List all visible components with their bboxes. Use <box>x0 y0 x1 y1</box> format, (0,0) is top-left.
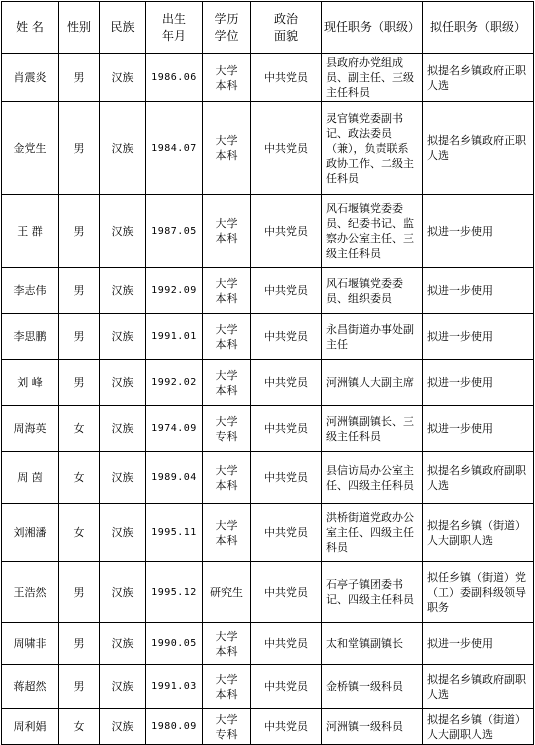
cell-education <box>203 195 251 268</box>
cell-name: 周啸非 <box>2 623 59 665</box>
cell-education <box>203 102 251 195</box>
cell-name: 周 茵 <box>2 452 59 504</box>
cell-birth: 1992.02 <box>146 360 203 406</box>
cell-education-line: 大学 <box>215 63 238 77</box>
cell-name: 李思鹏 <box>2 314 59 360</box>
cell-current-post: 县政府办党组成员、副主任、三级主任科员 <box>322 54 423 102</box>
cell-ethnicity: 汉族 <box>100 452 146 504</box>
cell-birth: 1987.05 <box>146 195 203 268</box>
cell-current-post: 石亭子镇团委书记、四级主任科员 <box>322 562 423 623</box>
cell-education <box>203 562 251 623</box>
cell-political: 中共党员 <box>251 268 322 314</box>
cell-proposed-post: 拟提名乡镇政府副职人选 <box>423 665 534 709</box>
cell-political: 中共党员 <box>251 102 322 195</box>
cell-education-line: 大学 <box>215 276 238 290</box>
cell-birth: 1974.09 <box>146 406 203 452</box>
cell-political: 中共党员 <box>251 195 322 268</box>
cadre-table <box>1 1 534 745</box>
cell-ethnicity: 汉族 <box>100 504 146 562</box>
header-political-line-1: 政治 <box>273 11 298 26</box>
cell-name: 蒋超然 <box>2 665 59 709</box>
cell-political: 中共党员 <box>251 504 322 562</box>
cell-education <box>203 54 251 102</box>
cell-birth: 1995.12 <box>146 562 203 623</box>
cell-current-post: 河洲镇副镇长、三级主任科员 <box>322 406 423 452</box>
cell-gender: 女 <box>59 452 100 504</box>
header-political-line-2: 面貌 <box>273 28 298 43</box>
header-row <box>2 2 534 54</box>
table-row <box>2 623 534 665</box>
cell-name: 周海英 <box>2 406 59 452</box>
table-row <box>2 102 534 195</box>
cell-ethnicity: 汉族 <box>100 562 146 623</box>
cell-education <box>203 452 251 504</box>
header-name: 姓 名 <box>2 2 59 54</box>
cell-birth: 1986.06 <box>146 54 203 102</box>
cell-education-line: 大学 <box>215 712 238 726</box>
cell-gender: 男 <box>59 268 100 314</box>
cell-education <box>203 504 251 562</box>
cell-education <box>203 623 251 665</box>
cell-proposed-post: 拟进一步使用 <box>423 360 534 406</box>
cell-education-line: 大学 <box>215 322 238 336</box>
cell-education-line: 研究生 <box>210 585 243 599</box>
header-birth <box>146 2 203 54</box>
cell-birth: 1995.11 <box>146 504 203 562</box>
cell-education-line: 大学 <box>215 134 238 147</box>
cell-birth: 1991.01 <box>146 314 203 360</box>
cell-proposed-post: 拟任乡镇（街道）党（工）委副科级领导职务 <box>423 562 534 623</box>
cell-education <box>203 314 251 360</box>
header-current-post: 现任职务（职级） <box>322 2 423 54</box>
cell-education-line: 本科 <box>215 533 238 547</box>
header-birth-line-1: 出生 <box>161 11 186 26</box>
cell-current-post: 太和堂镇副镇长 <box>322 623 423 665</box>
table-row <box>2 360 534 406</box>
cell-name: 王 群 <box>2 195 59 268</box>
cell-name: 金党生 <box>2 102 59 195</box>
table-row <box>2 406 534 452</box>
cell-education-line: 专科 <box>215 429 238 443</box>
cell-gender: 男 <box>59 562 100 623</box>
cell-education-line: 本科 <box>215 232 238 245</box>
cell-birth: 1992.09 <box>146 268 203 314</box>
cell-political: 中共党员 <box>251 406 322 452</box>
cell-current-post: 河洲镇一级科员 <box>322 709 423 745</box>
cell-gender: 男 <box>59 102 100 195</box>
table-row <box>2 504 534 562</box>
cell-education-line: 大学 <box>215 672 238 686</box>
cell-political: 中共党员 <box>251 665 322 709</box>
cell-education-line: 本科 <box>215 478 238 492</box>
table-row <box>2 54 534 102</box>
cell-education-line: 本科 <box>215 687 238 701</box>
cell-current-post: 县信访局办公室主任、四级主任科员 <box>322 452 423 504</box>
cell-proposed-post: 拟提名乡镇（街道）人大副职人选 <box>423 504 534 562</box>
table-row <box>2 314 534 360</box>
cell-current-post: 永昌街道办事处副主任 <box>322 314 423 360</box>
cell-education <box>203 268 251 314</box>
cell-name: 周利娟 <box>2 709 59 745</box>
cell-ethnicity: 汉族 <box>100 54 146 102</box>
cell-proposed-post: 拟进一步使用 <box>423 195 534 268</box>
header-education <box>203 2 251 54</box>
cell-current-post: 风石堰镇党委委员、纪委书记、监察办公室主任、三级主任科员 <box>322 195 423 268</box>
cell-gender: 男 <box>59 665 100 709</box>
cell-education <box>203 360 251 406</box>
cell-ethnicity: 汉族 <box>100 102 146 195</box>
cell-education-line: 本科 <box>215 78 238 92</box>
cell-name: 王浩然 <box>2 562 59 623</box>
cell-education-line: 本科 <box>215 291 238 305</box>
cell-education <box>203 406 251 452</box>
cell-current-post: 洪桥街道党政办公室主任、四级主任科员 <box>322 504 423 562</box>
header-education-line-1: 学历 <box>214 11 239 26</box>
cell-proposed-post: 拟提名乡镇政府正职人选 <box>423 54 534 102</box>
cell-education <box>203 709 251 745</box>
table-row <box>2 195 534 268</box>
cell-education-line: 大学 <box>215 463 238 477</box>
cell-ethnicity: 汉族 <box>100 360 146 406</box>
cell-political: 中共党员 <box>251 360 322 406</box>
header-birth-line-2: 年月 <box>161 28 186 43</box>
cell-education <box>203 665 251 709</box>
header-gender: 性别 <box>59 2 100 54</box>
cell-current-post: 灵官镇党委副书记、政法委员（兼），负责联系政协工作、二级主任科员 <box>322 102 423 195</box>
cell-gender: 女 <box>59 504 100 562</box>
table-row <box>2 562 534 623</box>
cell-birth: 1989.04 <box>146 452 203 504</box>
cell-political: 中共党员 <box>251 562 322 623</box>
cell-proposed-post: 拟进一步使用 <box>423 268 534 314</box>
cell-ethnicity: 汉族 <box>100 406 146 452</box>
cell-political: 中共党员 <box>251 623 322 665</box>
cell-current-post: 河洲镇人大副主席 <box>322 360 423 406</box>
cell-education-line: 大学 <box>215 217 238 230</box>
cell-ethnicity: 汉族 <box>100 665 146 709</box>
cell-education-line: 本科 <box>215 149 238 162</box>
cell-name: 刘湘潘 <box>2 504 59 562</box>
table-row <box>2 665 534 709</box>
cell-ethnicity: 汉族 <box>100 268 146 314</box>
cell-gender: 女 <box>59 406 100 452</box>
cell-political: 中共党员 <box>251 314 322 360</box>
cell-ethnicity: 汉族 <box>100 709 146 745</box>
cell-political: 中共党员 <box>251 709 322 745</box>
cell-current-post: 风石堰镇党委委员、组织委员 <box>322 268 423 314</box>
header-proposed-post: 拟任职务（职级） <box>423 2 534 54</box>
cell-birth: 1991.03 <box>146 665 203 709</box>
cell-ethnicity: 汉族 <box>100 314 146 360</box>
cell-ethnicity: 汉族 <box>100 623 146 665</box>
cell-name: 刘 峰 <box>2 360 59 406</box>
cell-proposed-post: 拟进一步使用 <box>423 623 534 665</box>
cell-education-line: 专科 <box>215 727 238 741</box>
cell-birth: 1984.07 <box>146 102 203 195</box>
cell-gender: 女 <box>59 709 100 745</box>
cell-gender: 男 <box>59 195 100 268</box>
cell-proposed-post: 拟提名乡镇政府正职人选 <box>423 102 534 195</box>
cell-education-line: 大学 <box>215 368 238 382</box>
cell-gender: 男 <box>59 314 100 360</box>
cell-birth: 1990.05 <box>146 623 203 665</box>
cell-political: 中共党员 <box>251 54 322 102</box>
cell-education-line: 大学 <box>215 518 238 532</box>
table-body <box>2 54 534 745</box>
cell-proposed-post: 拟进一步使用 <box>423 406 534 452</box>
cell-birth: 1980.09 <box>146 709 203 745</box>
cell-education-line: 本科 <box>215 383 238 397</box>
cell-political: 中共党员 <box>251 452 322 504</box>
cell-gender: 男 <box>59 54 100 102</box>
header-ethnicity: 民族 <box>100 2 146 54</box>
cell-education-line: 本科 <box>215 337 238 351</box>
cell-proposed-post: 拟进一步使用 <box>423 314 534 360</box>
cell-gender: 男 <box>59 623 100 665</box>
cell-gender: 男 <box>59 360 100 406</box>
cell-education-line: 大学 <box>215 629 238 643</box>
cell-current-post: 金桥镇一级科员 <box>322 665 423 709</box>
header-education-line-2: 学位 <box>214 28 239 43</box>
table-row <box>2 709 534 745</box>
cell-education-line: 本科 <box>215 644 238 658</box>
cell-ethnicity: 汉族 <box>100 195 146 268</box>
cell-education-line: 大学 <box>215 414 238 428</box>
cell-name: 肖震炎 <box>2 54 59 102</box>
cell-proposed-post: 拟提名乡镇政府副职人选 <box>423 452 534 504</box>
table-row <box>2 268 534 314</box>
table-row <box>2 452 534 504</box>
cell-proposed-post: 拟提名乡镇（街道）人大副职人选 <box>423 709 534 745</box>
cell-name: 李志伟 <box>2 268 59 314</box>
header-political <box>251 2 322 54</box>
